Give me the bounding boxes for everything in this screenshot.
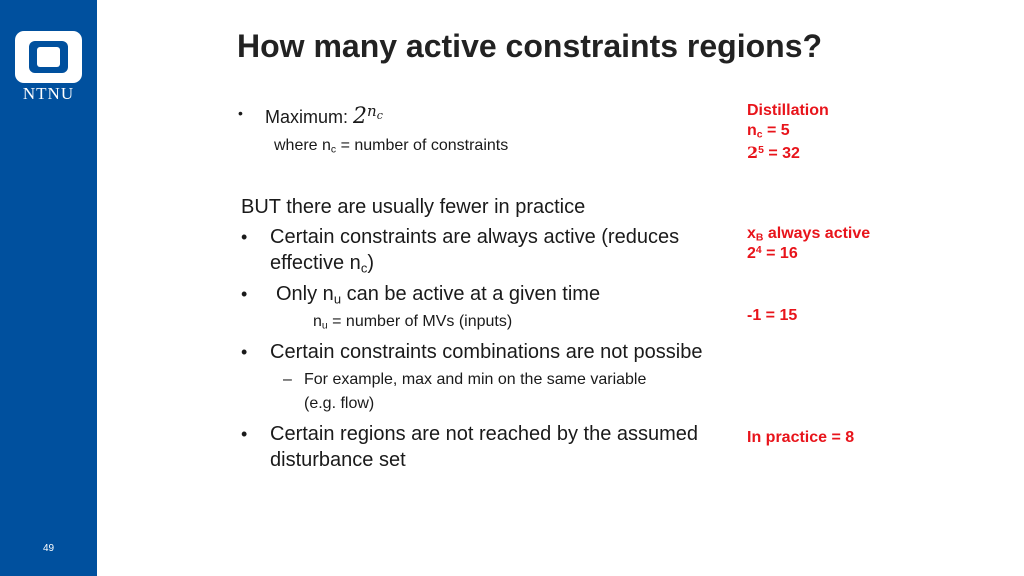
annotation-power-32: $2^5 = 32$: [747, 143, 800, 162]
dash: –: [283, 371, 292, 388]
bullet: •: [241, 424, 248, 444]
where-line: where $n_c$ = number of constraints: [274, 137, 509, 156]
nu-definition: $n_u$ = number of MVs (inputs): [313, 313, 513, 332]
bullet: •: [241, 284, 248, 304]
max-formula: $2^{n_c}$: [353, 101, 383, 129]
annotation-in-practice: In practice = 8: [747, 429, 855, 446]
annotation-minus-one: -1 = 15: [747, 307, 798, 324]
bullet-2: Only $n_u$ can be active at a given time: [276, 283, 601, 307]
bullet: •: [241, 342, 248, 362]
slide-title: How many active constraints regions?: [237, 28, 823, 64]
bullet-4-line-1: Certain regions are not reached by the assumed: [270, 423, 699, 445]
but-line: BUT there are usually fewer in practice: [241, 196, 586, 218]
annotation-nc: $n_c = 5$: [747, 122, 790, 141]
maximum-line: [265, 101, 383, 129]
bullet-1-line-2: effective $n_c$): [270, 252, 374, 276]
bullet-3: Certain constraints combinations are not possibe: [270, 341, 703, 363]
slide-number: 49: [42, 543, 55, 554]
bullet: •: [241, 227, 248, 247]
annotation-distillation: Distillation: [747, 102, 829, 119]
bullet-4-line-2: disturbance set: [270, 449, 406, 471]
maximum-label: Maximum:: [265, 107, 349, 127]
bullet-1-line-1: Certain constraints are always active (reduces: [270, 226, 680, 248]
sub-bullet-line-2: (e.g. flow): [304, 395, 375, 412]
sub-bullet-line-1: For example, max and min on the same variable: [304, 371, 647, 388]
ntnu-logo-icon: [15, 31, 82, 83]
sidebar: [0, 0, 97, 576]
annotation-xb: $x_B$ always active: [747, 225, 871, 244]
annotation-power-16: $2^4 = 16$: [747, 244, 798, 262]
bullet: •: [238, 105, 243, 121]
logo-text: NTNU: [22, 84, 75, 103]
